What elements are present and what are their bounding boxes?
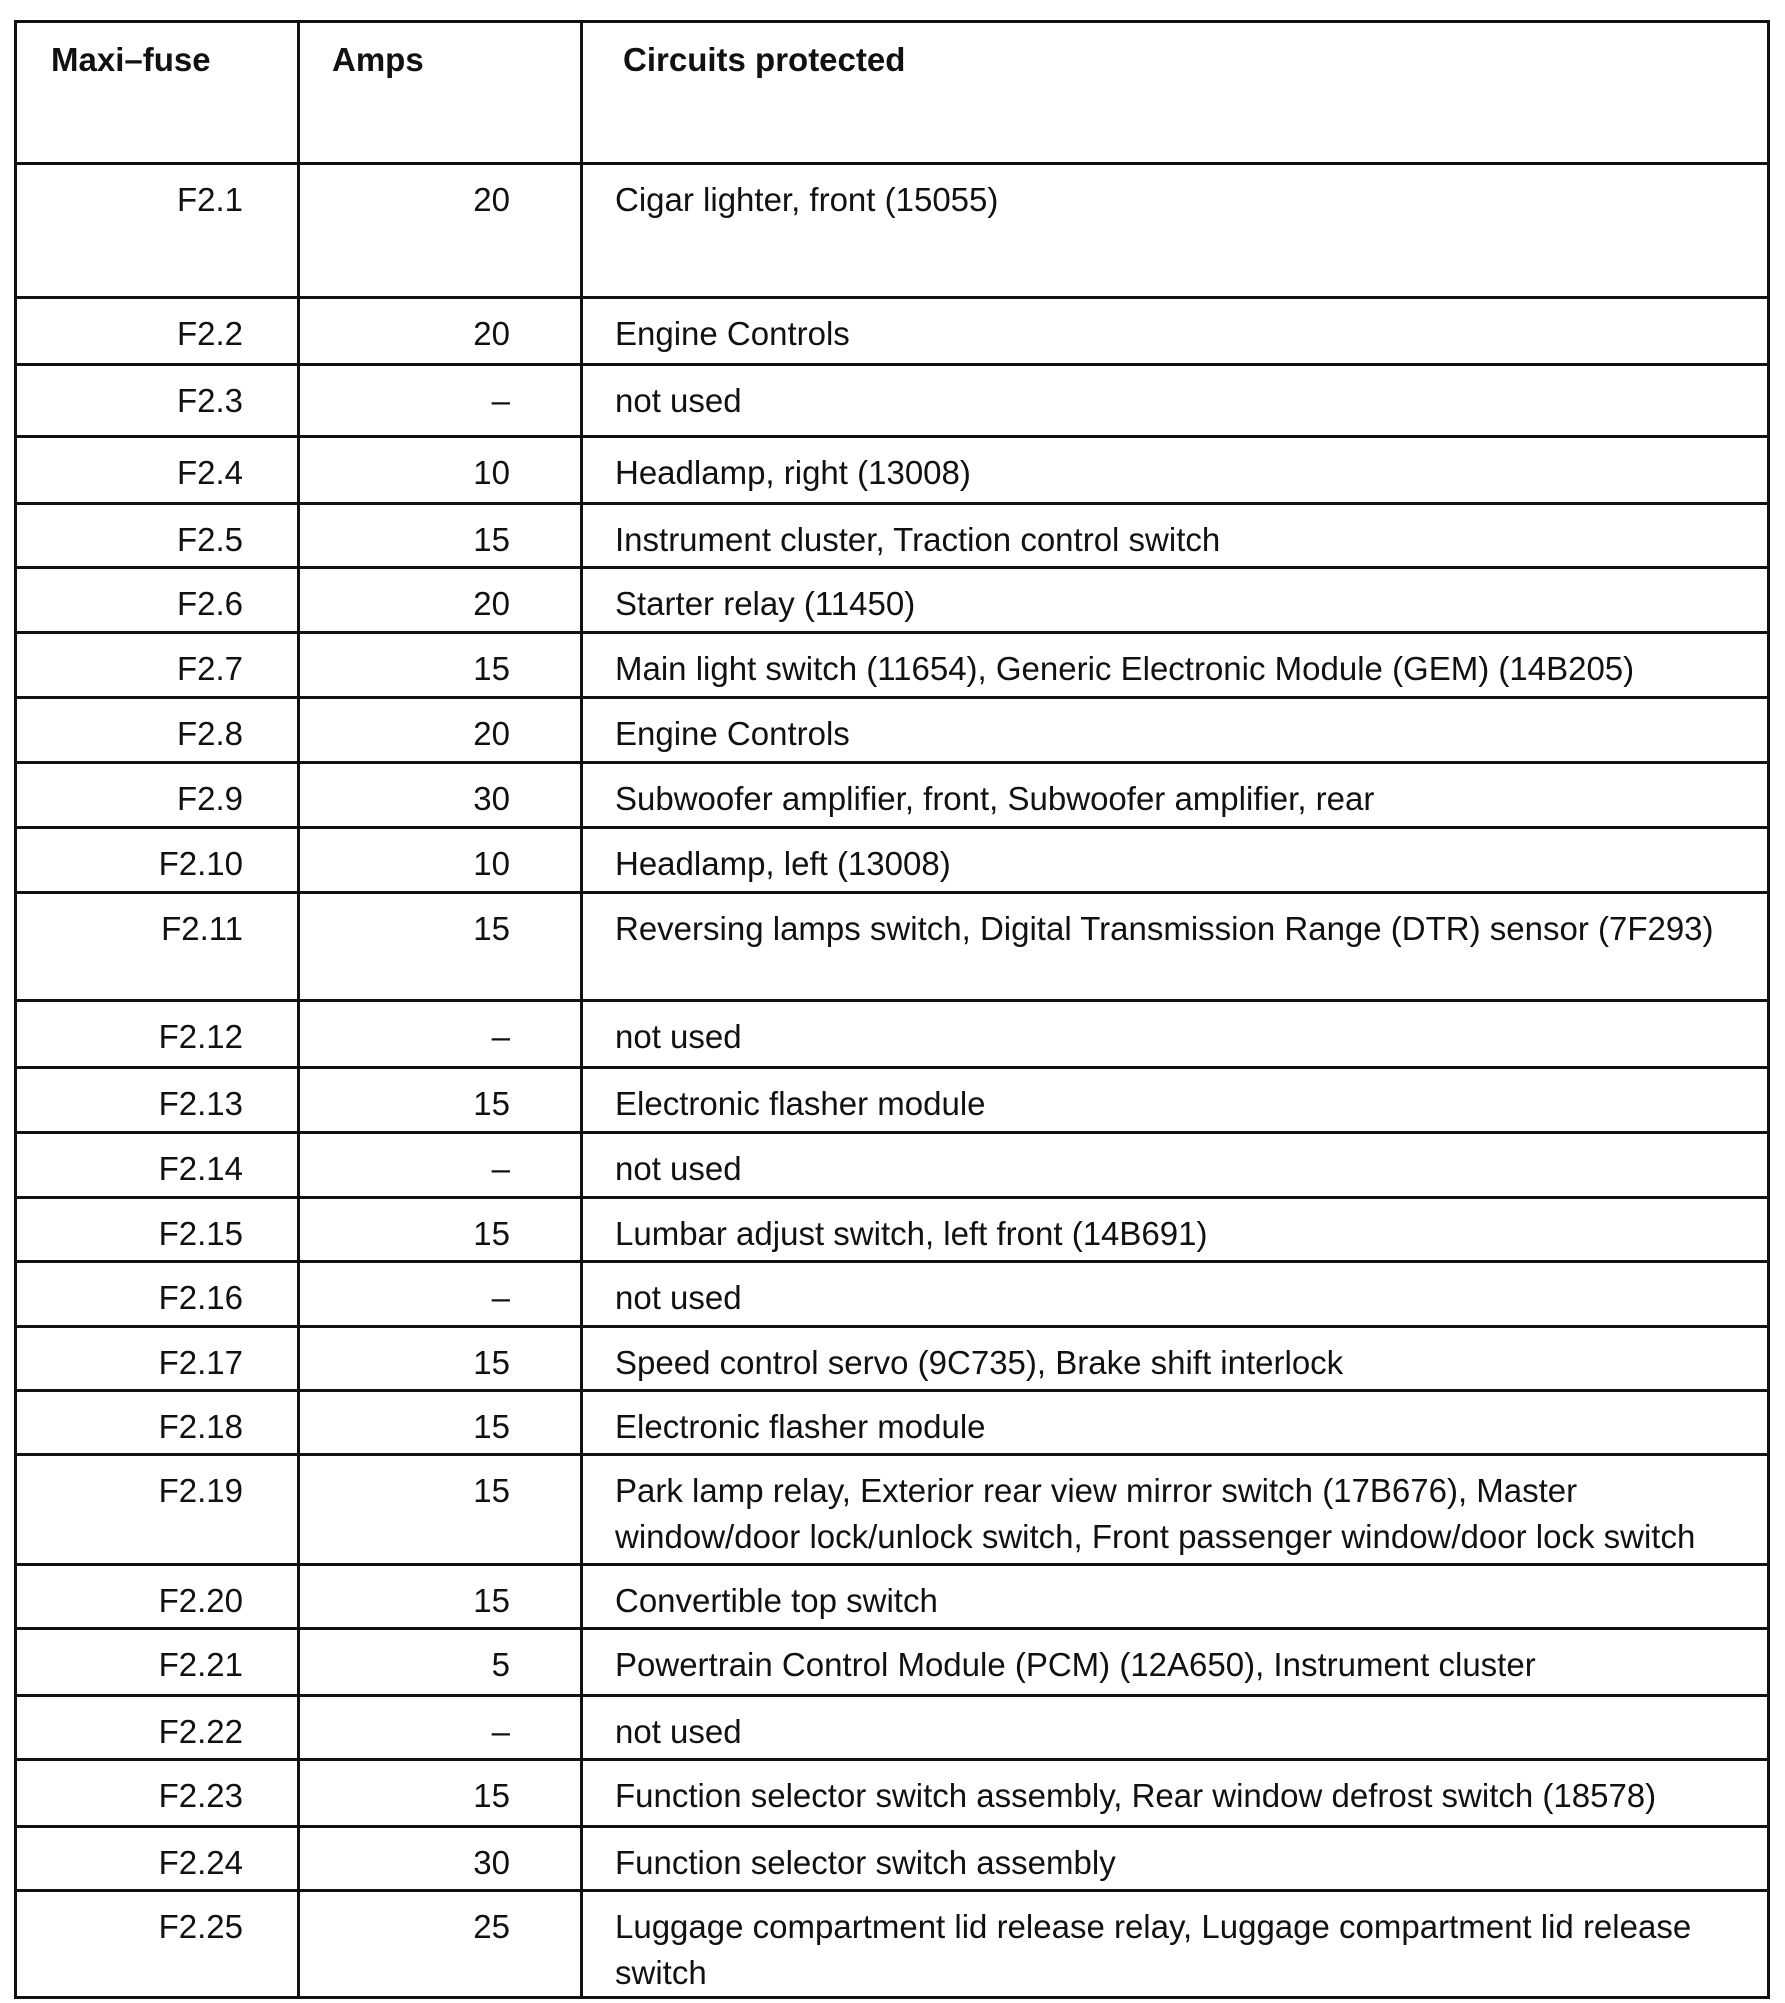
fuse-id-cell: F2.12 [16, 1001, 299, 1068]
circuits-cell: Lumbar adjust switch, left front (14B691) [582, 1198, 1769, 1262]
amps-cell: – [299, 1001, 582, 1068]
table-row [16, 1262, 1769, 1327]
circuits-cell: Speed control servo (9C735), Brake shift interlock [582, 1327, 1769, 1391]
circuits-cell: Headlamp, left (13008) [582, 828, 1769, 893]
fuse-id-cell: F2.10 [16, 828, 299, 893]
fuse-id-cell: F2.8 [16, 698, 299, 763]
amps-cell: 15 [299, 633, 582, 698]
fuse-id-cell: F2.21 [16, 1629, 299, 1696]
table-row [16, 568, 1769, 633]
fuse-id-cell: F2.13 [16, 1068, 299, 1133]
table-row [16, 164, 1769, 298]
amps-cell: – [299, 1696, 582, 1760]
fuse-id-cell: F2.24 [16, 1827, 299, 1891]
table-row [16, 504, 1769, 568]
table-row [16, 1133, 1769, 1198]
circuits-cell: Powertrain Control Module (PCM) (12A650), Instrument cluster [582, 1629, 1769, 1696]
table-row [16, 1391, 1769, 1455]
circuits-cell: Engine Controls [582, 298, 1769, 365]
fuse-id-cell: F2.1 [16, 164, 299, 298]
table-row [16, 1629, 1769, 1696]
fuse-id-cell: F2.22 [16, 1696, 299, 1760]
fuse-id-cell: F2.23 [16, 1760, 299, 1827]
fuse-id-cell: F2.6 [16, 568, 299, 633]
table-row [16, 1068, 1769, 1133]
circuits-cell: not used [582, 1696, 1769, 1760]
table-row [16, 698, 1769, 763]
circuits-cell: Park lamp relay, Exterior rear view mirror switch (17B676), Master window/door lock/unlock switch, Front passenger window/door lock switch [582, 1455, 1769, 1565]
circuits-cell: Convertible top switch [582, 1565, 1769, 1629]
table-row [16, 365, 1769, 437]
fuse-id-cell: F2.17 [16, 1327, 299, 1391]
fuse-id-cell: F2.11 [16, 893, 299, 1001]
amps-cell: 15 [299, 1068, 582, 1133]
amps-cell: 15 [299, 1455, 582, 1565]
amps-cell: 30 [299, 1827, 582, 1891]
table-row [16, 828, 1769, 893]
fuse-id-cell: F2.3 [16, 365, 299, 437]
amps-cell: 30 [299, 763, 582, 828]
table-row [16, 1696, 1769, 1760]
circuits-cell: Function selector switch assembly [582, 1827, 1769, 1891]
circuits-cell: not used [582, 365, 1769, 437]
amps-cell: 15 [299, 1565, 582, 1629]
table-row [16, 1455, 1769, 1565]
fuse-id-cell: F2.9 [16, 763, 299, 828]
fuse-id-cell: F2.19 [16, 1455, 299, 1565]
amps-cell: 15 [299, 893, 582, 1001]
circuits-cell: Luggage compartment lid release relay, Luggage compartment lid release switch [582, 1891, 1769, 1998]
circuits-cell: Electronic flasher module [582, 1068, 1769, 1133]
fuse-id-cell: F2.7 [16, 633, 299, 698]
header-amps: Amps [299, 22, 582, 164]
circuits-cell: Starter relay (11450) [582, 568, 1769, 633]
amps-cell: 10 [299, 828, 582, 893]
fuse-id-cell: F2.25 [16, 1891, 299, 1998]
table-row [16, 763, 1769, 828]
amps-cell: 20 [299, 298, 582, 365]
header-circuits: Circuits protected [582, 22, 1769, 164]
table-row [16, 1760, 1769, 1827]
fuse-id-cell: F2.18 [16, 1391, 299, 1455]
header-fuse: Maxi–fuse [16, 22, 299, 164]
fuse-id-cell: F2.16 [16, 1262, 299, 1327]
table-row [16, 437, 1769, 504]
table-row [16, 893, 1769, 1001]
amps-cell: 10 [299, 437, 582, 504]
circuits-cell: Engine Controls [582, 698, 1769, 763]
circuits-cell: Instrument cluster, Traction control switch [582, 504, 1769, 568]
circuits-cell: Reversing lamps switch, Digital Transmission Range (DTR) sensor (7F293) [582, 893, 1769, 1001]
fuse-id-cell: F2.20 [16, 1565, 299, 1629]
table-row [16, 1827, 1769, 1891]
amps-cell: 15 [299, 1198, 582, 1262]
circuits-cell: not used [582, 1133, 1769, 1198]
amps-cell: 20 [299, 164, 582, 298]
fuse-id-cell: F2.15 [16, 1198, 299, 1262]
circuits-cell: Cigar lighter, front (15055) [582, 164, 1769, 298]
circuits-cell: Function selector switch assembly, Rear window defrost switch (18578) [582, 1760, 1769, 1827]
amps-cell: 20 [299, 698, 582, 763]
amps-cell: – [299, 1133, 582, 1198]
circuits-cell: not used [582, 1001, 1769, 1068]
fuse-id-cell: F2.2 [16, 298, 299, 365]
circuits-cell: not used [582, 1262, 1769, 1327]
amps-cell: 15 [299, 1327, 582, 1391]
table-row [16, 1565, 1769, 1629]
amps-cell: 20 [299, 568, 582, 633]
table-row [16, 1001, 1769, 1068]
maxi-fuse-table [14, 20, 1770, 1999]
amps-cell: 15 [299, 504, 582, 568]
circuits-cell: Headlamp, right (13008) [582, 437, 1769, 504]
amps-cell: – [299, 365, 582, 437]
table-row [16, 1327, 1769, 1391]
amps-cell: – [299, 1262, 582, 1327]
amps-cell: 15 [299, 1391, 582, 1455]
fuse-id-cell: F2.5 [16, 504, 299, 568]
amps-cell: 15 [299, 1760, 582, 1827]
circuits-cell: Main light switch (11654), Generic Electronic Module (GEM) (14B205) [582, 633, 1769, 698]
circuits-cell: Electronic flasher module [582, 1391, 1769, 1455]
table-row [16, 298, 1769, 365]
table-row [16, 1198, 1769, 1262]
table-row [16, 1891, 1769, 1998]
fuse-id-cell: F2.4 [16, 437, 299, 504]
header-row [16, 22, 1769, 164]
amps-cell: 5 [299, 1629, 582, 1696]
fuse-id-cell: F2.14 [16, 1133, 299, 1198]
circuits-cell: Subwoofer amplifier, front, Subwoofer amplifier, rear [582, 763, 1769, 828]
amps-cell: 25 [299, 1891, 582, 1998]
table-row [16, 633, 1769, 698]
